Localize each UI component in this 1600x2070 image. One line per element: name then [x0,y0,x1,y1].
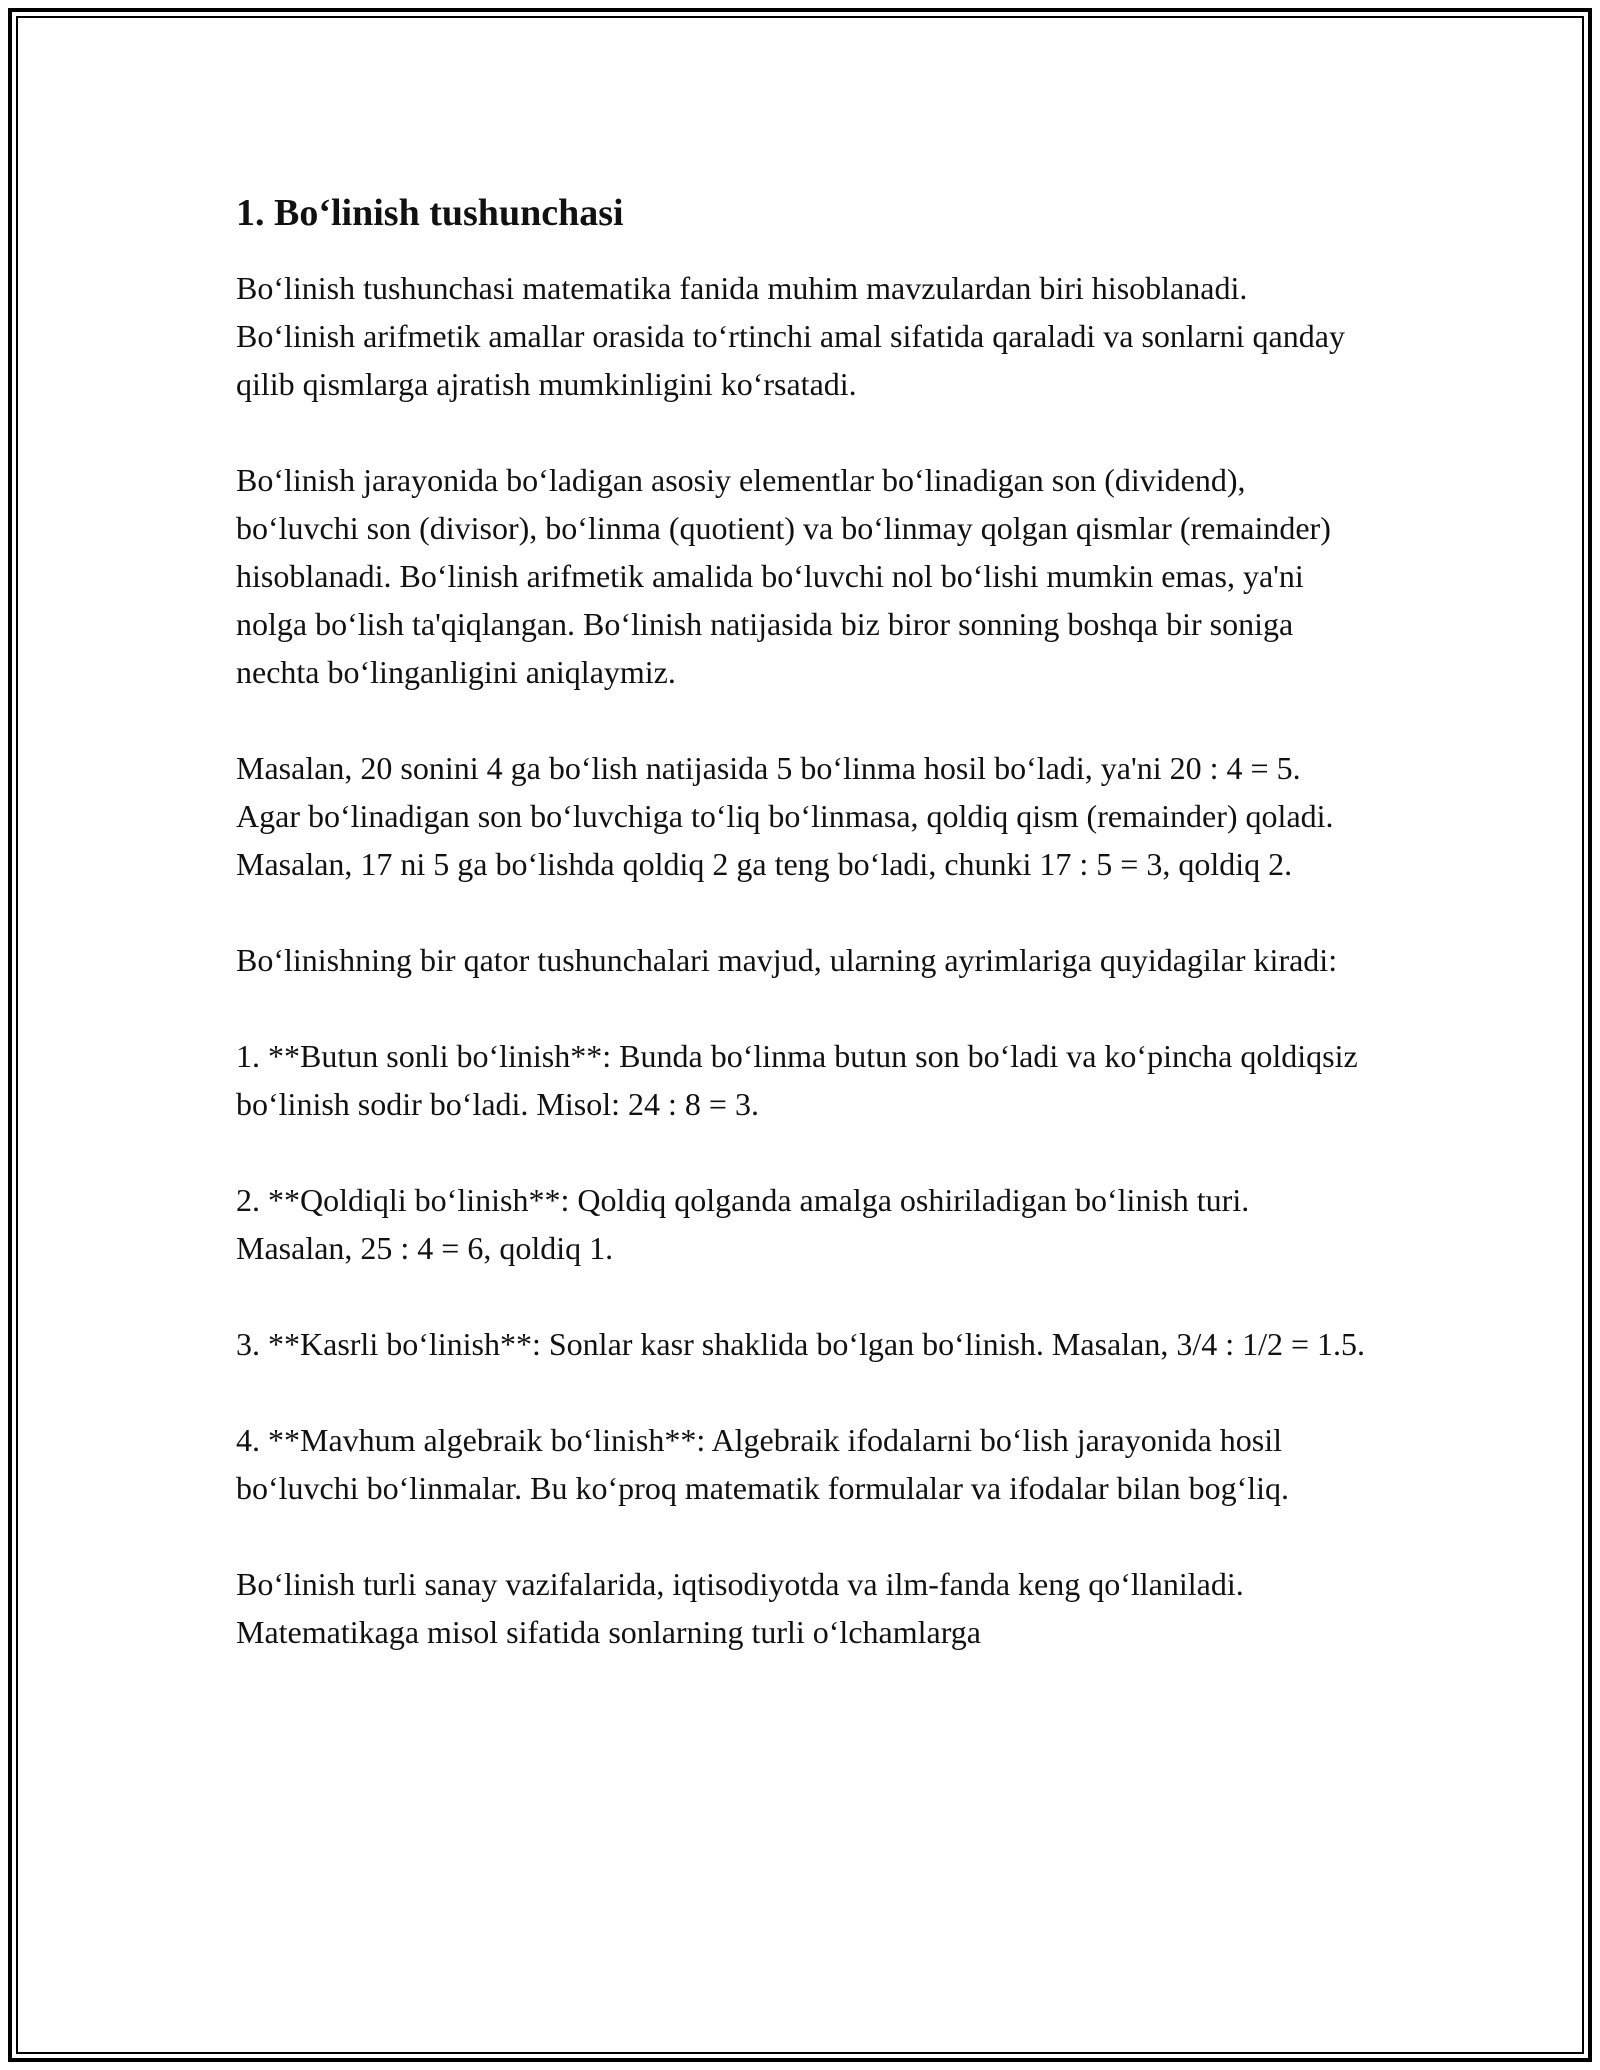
section-heading: 1. Bo‘linish tushunchasi [236,192,624,234]
list-item-fraction-division: 3. **Kasrli bo‘linish**: Sonlar kasr shaklida bo‘lgan bo‘linish. Masalan, 3/4 : 1/2 = 1.5. [236,1326,1366,1362]
paragraph-elements: Bo‘linish jarayonida bo‘ladigan asosiy elementlar bo‘linadigan son (dividend), bo‘luvchi son (divisor), bo‘linma (quotient) va bo‘linmay qolgan qismlar (remainder) hisoblanadi. Bo‘linish arifmetik amalida bo‘luvchi nol bo‘lishi mumkin emas, ya'ni nolga bo‘lish ta'qiqlangan. Bo‘linish natijasida biz biror sonning boshqa bir soniga nechta bo‘linganligini aniqlaymiz. [236,462,1331,690]
list-item-remainder-division: 2. **Qoldiqli bo‘linish**: Qoldiq qolganda amalga oshiriladigan bo‘linish turi. Masalan, 25 : 4 = 6, qoldiq 1. [236,1182,1250,1266]
paragraph-list-intro: Bo‘linishning bir qator tushunchalari mavjud, ularning ayrimlariga quyidagilar kiradi: [236,942,1338,978]
paragraph-intro: Bo‘linish tushunchasi matematika fanida muhim mavzulardan biri hisoblanadi. Bo‘linish arifmetik amallar orasida to‘rtinchi amal sifatida qaraladi va sonlarni qanday qilib qismlarga ajratish mumkinligini ko‘rsatadi. [236,270,1345,402]
list-item-integer-division: 1. **Butun sonli bo‘linish**: Bunda bo‘linma butun son bo‘ladi va ko‘pincha qoldiqsiz bo‘linish sodir bo‘ladi. Misol: 24 : 8 = 3. [236,1038,1358,1122]
list-item-algebraic-division: 4. **Mavhum algebraik bo‘linish**: Algebraik ifodalarni bo‘lish jarayonida hosil bo‘luvchi bo‘linmalar. Bu ko‘proq matematik formulalar va ifodalar bilan bog‘liq. [236,1422,1290,1506]
document-body [236,186,1366,1656]
paragraph-example: Masalan, 20 sonini 4 ga bo‘lish natijasida 5 bo‘linma hosil bo‘ladi, ya'ni 20 : 4 = 5. Agar bo‘linadigan son bo‘luvchiga to‘liq bo‘linmasa, qoldiq qism (remainder) qoladi. Masalan, 17 ni 5 ga bo‘lishda qoldiq 2 ga teng bo‘ladi, chunki 17 : 5 = 3, qoldiq 2. [236,750,1334,882]
paragraph-applications: Bo‘linish turli sanay vazifalarida, iqtisodiyotda va ilm-fanda keng qo‘llaniladi. Matematikaga misol sifatida sonlarning turli o‘lchamlarga [236,1566,1244,1650]
